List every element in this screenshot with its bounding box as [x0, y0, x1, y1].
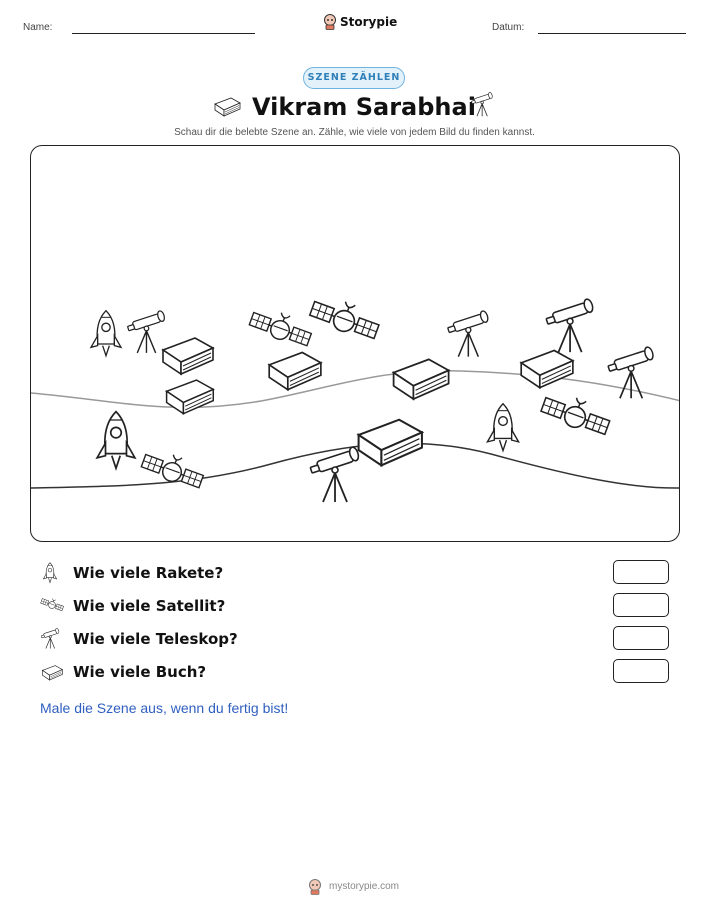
answer-box-telescope[interactable]: [613, 626, 669, 650]
satellite-icon: [40, 595, 64, 615]
coloring-note: Male die Szene aus, wenn du fertig bist!: [40, 700, 289, 716]
rocket-item: [487, 404, 518, 451]
storypie-logo: [323, 13, 397, 31]
book-item: [163, 338, 213, 374]
telescope-item: [546, 298, 594, 352]
storypie-mascot-icon: [308, 879, 322, 895]
instructions: Schau dir die belebte Szene an. Zähle, wie viele von jedem Bild du finden kannst.: [174, 127, 535, 138]
telescope-item: [608, 346, 654, 398]
telescope-item: [448, 310, 489, 357]
footer-url: mystorypie.com: [329, 881, 400, 892]
book-item: [394, 359, 449, 399]
book-icon: [40, 663, 64, 681]
telescope-item: [128, 310, 166, 353]
storypie-mascot-icon: [323, 14, 337, 30]
page-title: Vikram Sarabhai: [252, 93, 476, 121]
rocket-item: [91, 311, 121, 356]
book-icon: [212, 95, 242, 117]
question-telescope: Wie viele Teleskop?: [73, 630, 238, 648]
satellite-item: [248, 304, 314, 349]
name-label: Name:: [23, 22, 53, 33]
brand-name: Storypie: [340, 15, 398, 29]
rocket-icon: [40, 562, 60, 584]
scene-count-tag: SZENE ZÄHLEN: [303, 67, 405, 89]
question-rocket: Wie viele Rakete?: [73, 564, 224, 582]
answer-box-book[interactable]: [613, 659, 669, 683]
counting-scene: [30, 145, 680, 542]
scene-illustration: [31, 146, 680, 542]
date-label: Datum:: [492, 22, 525, 33]
book-item: [359, 420, 422, 466]
answer-box-rocket[interactable]: [613, 560, 669, 584]
book-item: [269, 352, 321, 389]
rocket-item: [97, 412, 135, 469]
name-line[interactable]: [72, 33, 255, 34]
satellite-item: [308, 292, 382, 343]
book-item: [167, 380, 214, 414]
satellite-item: [540, 388, 614, 438]
date-line[interactable]: [538, 33, 686, 34]
telescope-icon: [470, 92, 496, 118]
telescope-icon: [40, 628, 62, 650]
book-item: [521, 350, 573, 387]
answer-box-satellite[interactable]: [613, 593, 669, 617]
telescope-item: [310, 446, 360, 502]
question-satellite: Wie viele Satellit?: [73, 597, 226, 615]
question-book: Wie viele Buch?: [73, 663, 207, 681]
